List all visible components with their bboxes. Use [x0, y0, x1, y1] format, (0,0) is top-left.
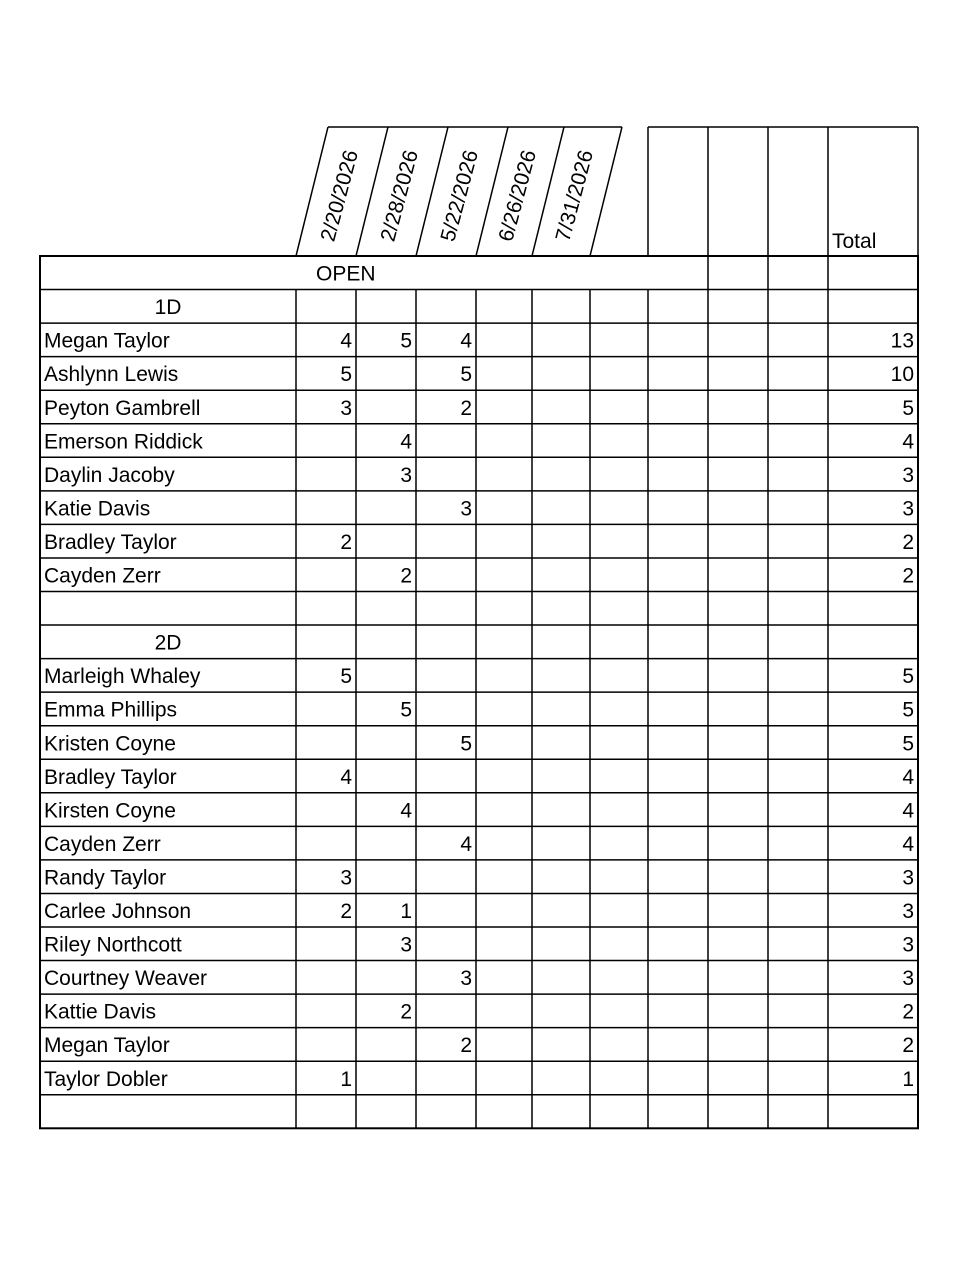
score-cell: 4: [460, 832, 472, 856]
date-column-header: 2/20/2026: [316, 147, 363, 244]
score-cell: 3: [400, 933, 412, 957]
score-cell: 3: [460, 497, 472, 521]
total-column-header: Total: [832, 230, 877, 253]
competitor-name: Riley Northcott: [44, 933, 182, 957]
table-body: [44, 263, 914, 1091]
date-column-header: 7/31/2026: [551, 147, 598, 244]
score-cell: 3: [340, 866, 352, 890]
competitor-name: Taylor Dobler: [44, 1067, 168, 1091]
total-cell: 4: [902, 765, 914, 789]
score-cell: 5: [460, 732, 472, 756]
total-cell: 3: [902, 866, 914, 890]
competitor-name: Cayden Zerr: [44, 832, 161, 856]
score-cell: 2: [340, 530, 352, 554]
score-cell: 5: [460, 363, 472, 387]
score-cell: 2: [400, 564, 412, 588]
competitor-name: Carlee Johnson: [44, 900, 192, 923]
total-cell: 5: [902, 396, 914, 420]
date-column-header: 2/28/2026: [376, 147, 423, 244]
competitor-name: Daylin Jacoby: [44, 463, 175, 487]
score-cell: 2: [460, 396, 472, 420]
total-cell: 5: [902, 665, 914, 689]
total-cell: 3: [902, 497, 914, 521]
score-cell: 1: [400, 900, 412, 923]
total-cell: 5: [902, 732, 914, 756]
score-cell: 3: [400, 463, 412, 487]
competitor-name: Emerson Riddick: [44, 430, 203, 454]
competitor-name: Marleigh Whaley: [44, 665, 201, 689]
total-cell: 13: [890, 329, 914, 353]
score-cell: 4: [340, 329, 352, 353]
score-cell: 3: [340, 396, 352, 420]
total-cell: 4: [902, 832, 914, 856]
section-label: 1D: [154, 296, 182, 320]
competitor-name: Emma Phillips: [44, 698, 178, 722]
competitor-name: Kirsten Coyne: [44, 799, 176, 823]
competitor-name: Ashlynn Lewis: [44, 363, 179, 387]
total-cell: 3: [902, 463, 914, 487]
competitor-name: Bradley Taylor: [44, 765, 177, 789]
section-label: 2D: [154, 631, 182, 655]
division-label: OPEN: [316, 262, 376, 286]
competitor-name: Randy Taylor: [44, 866, 167, 890]
header-slant-line: [590, 127, 622, 256]
score-cell: 5: [340, 665, 352, 689]
competitor-name: Kristen Coyne: [44, 732, 176, 756]
total-cell: 2: [902, 1034, 914, 1058]
score-cell: 5: [400, 698, 412, 722]
total-cell: 3: [902, 933, 914, 957]
score-cell: 3: [460, 967, 472, 991]
competitor-name: Bradley Taylor: [44, 530, 177, 554]
competitor-name: Megan Taylor: [44, 1034, 170, 1058]
score-cell: 5: [400, 329, 412, 353]
total-cell: 4: [902, 430, 914, 454]
total-cell: 5: [902, 698, 914, 722]
date-column-header: 6/26/2026: [494, 147, 541, 244]
competitor-name: Courtney Weaver: [44, 967, 208, 991]
competitor-name: Katie Davis: [44, 497, 151, 521]
score-cell: 4: [460, 329, 472, 353]
competitor-name: Kattie Davis: [44, 1000, 157, 1024]
total-cell: 4: [902, 799, 914, 823]
score-cell: 1: [340, 1067, 352, 1091]
total-cell: 2: [902, 1000, 914, 1024]
total-cell: 3: [902, 900, 914, 923]
score-cell: 4: [400, 430, 412, 454]
score-cell: 2: [460, 1034, 472, 1058]
score-cell: 5: [340, 363, 352, 387]
total-cell: 10: [890, 363, 914, 387]
total-cell: 2: [902, 564, 914, 588]
score-cell: 2: [340, 900, 352, 923]
total-cell: 3: [902, 967, 914, 991]
date-header: [317, 148, 877, 253]
score-cell: 4: [340, 765, 352, 789]
score-cell: 4: [400, 799, 412, 823]
score-cell: 2: [400, 1000, 412, 1024]
date-column-header: 5/22/2026: [436, 147, 483, 244]
total-cell: 2: [902, 530, 914, 554]
competitor-name: Peyton Gambrell: [44, 396, 201, 420]
competitor-name: Cayden Zerr: [44, 564, 161, 588]
competitor-name: Megan Taylor: [44, 329, 170, 353]
total-cell: 1: [902, 1067, 914, 1091]
